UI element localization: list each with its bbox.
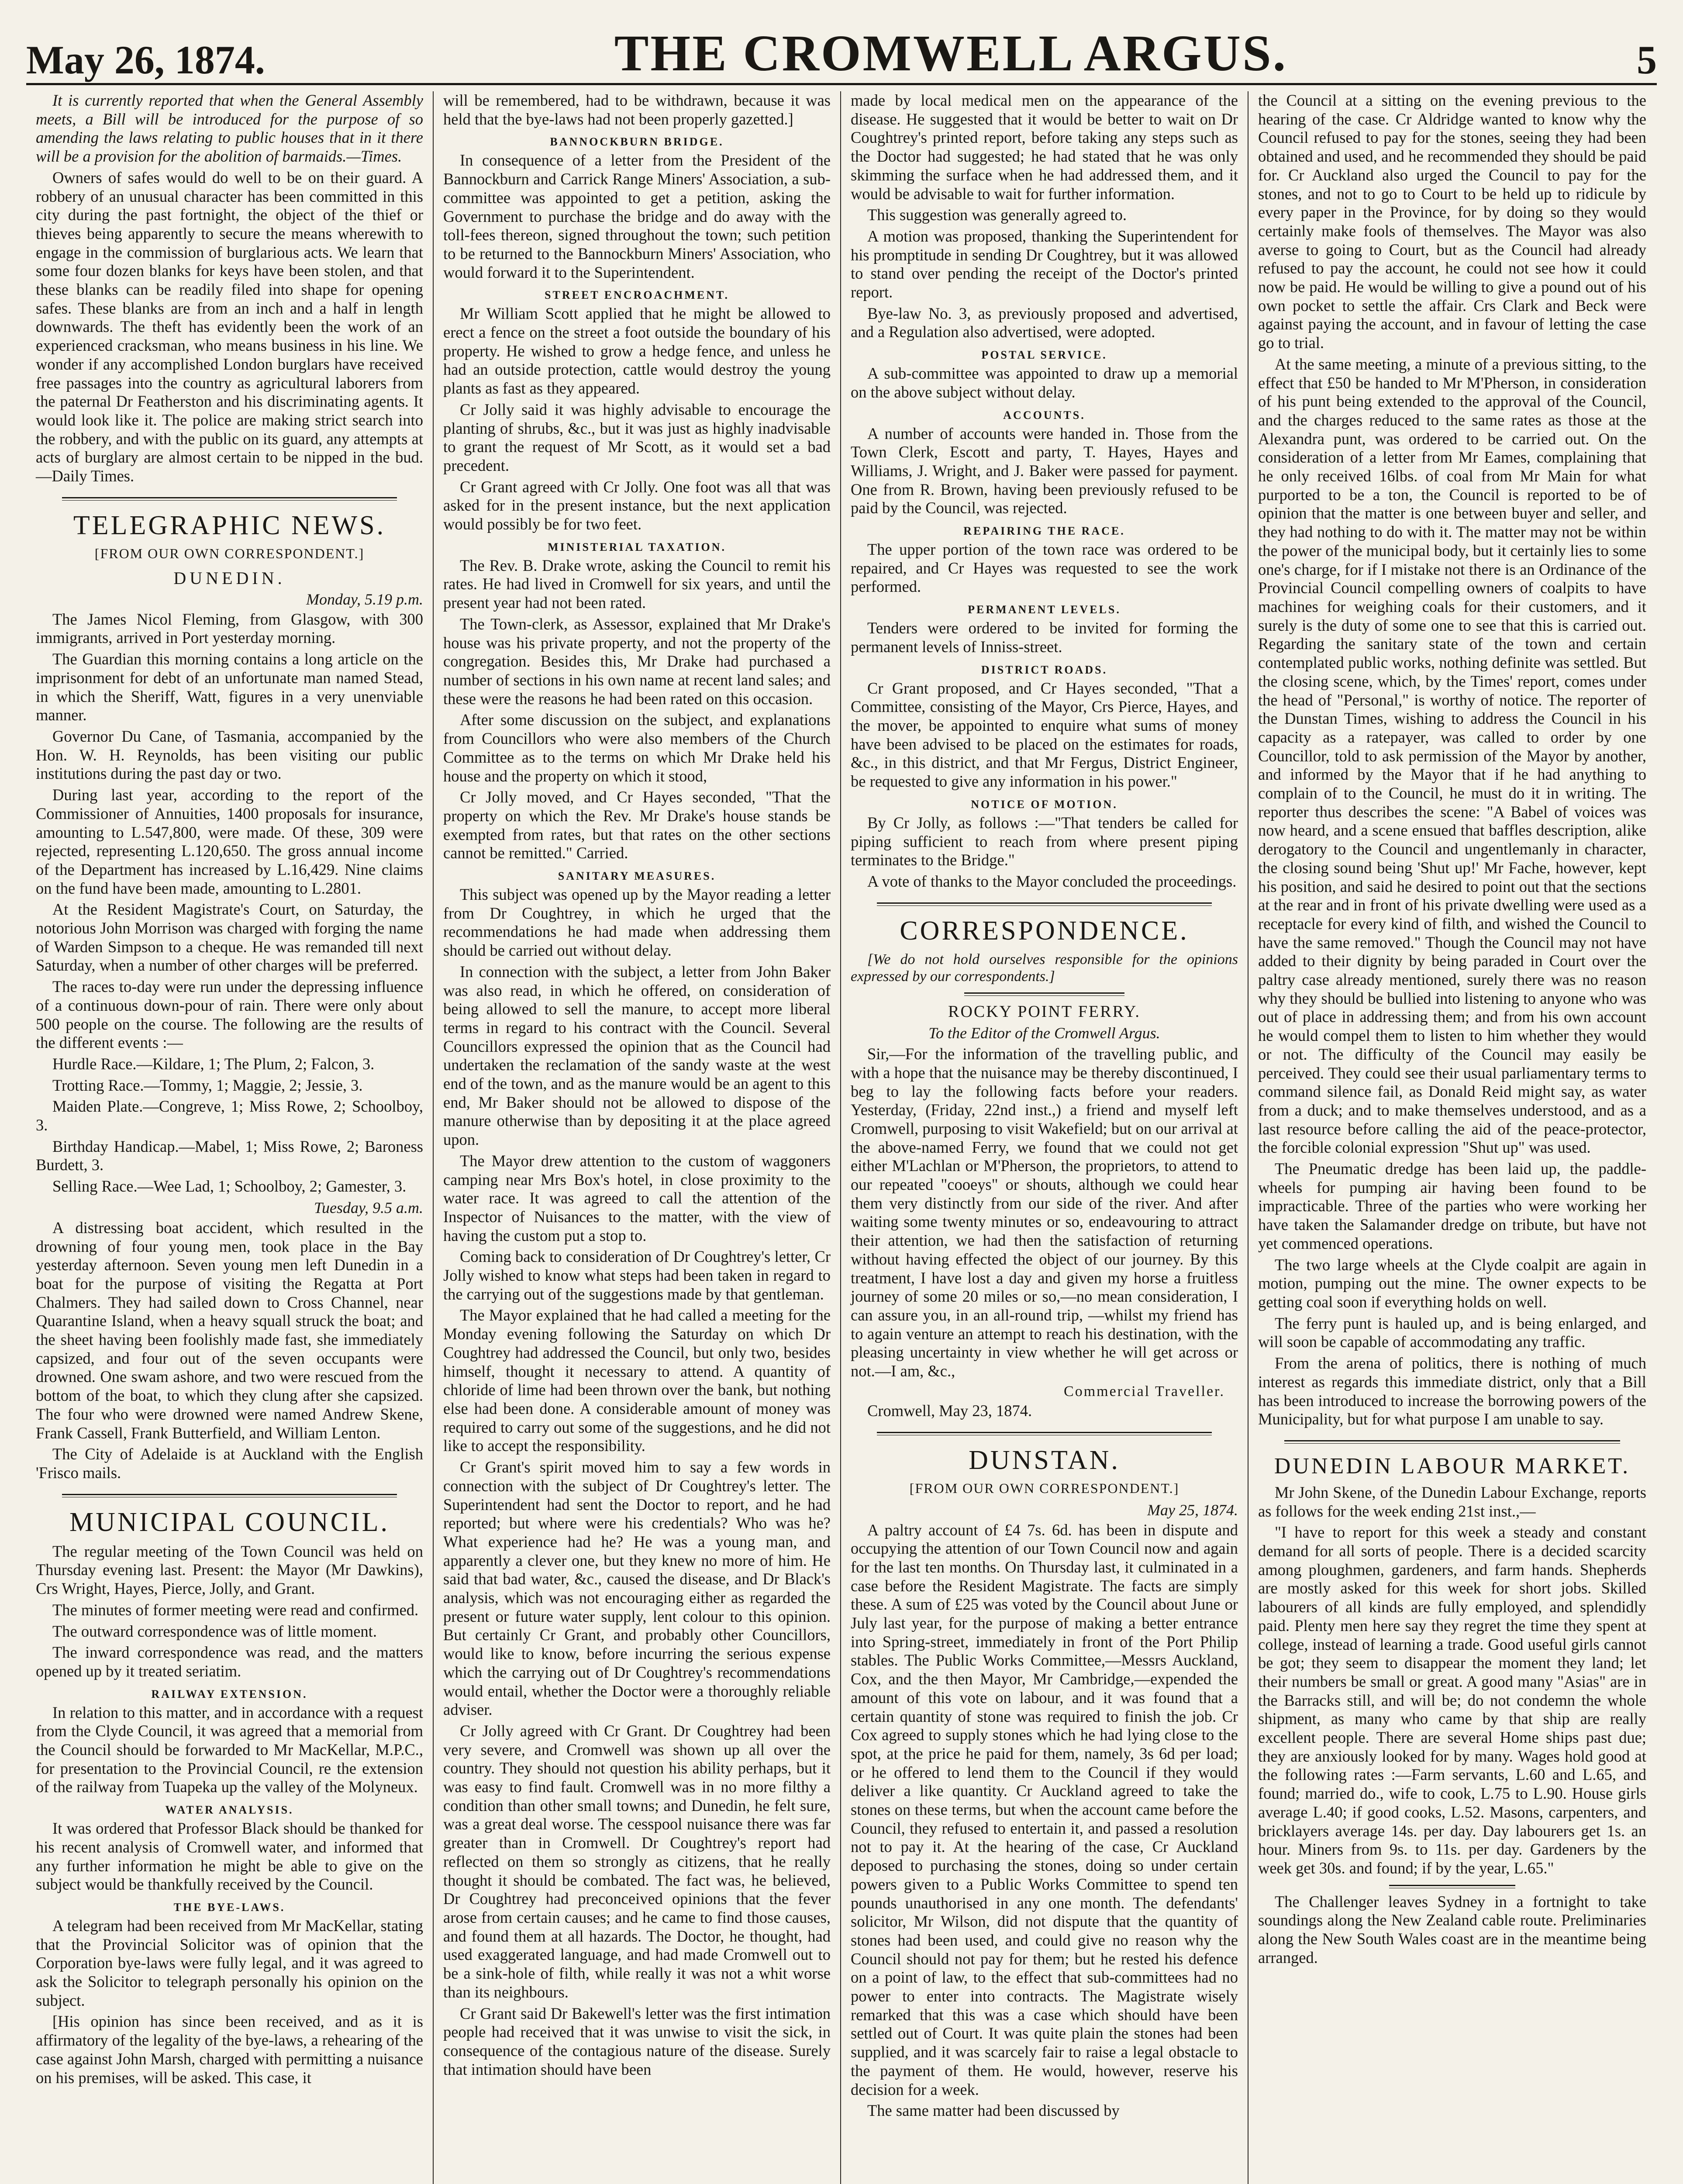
subheading: RAILWAY EXTENSION. [151, 1687, 308, 1700]
section-rule [877, 1432, 1212, 1435]
article-paragraph: It was ordered that Professor Black should be thanked for his recent analysis of Cromwell water, and informed that any further information he might be able to give on the subject would be thankfully received by the Council. [36, 1819, 423, 1894]
subheading: PERMANENT LEVELS. [968, 603, 1121, 616]
race-result: Hurdle Race.—Kildare, 1; The Plum, 2; Falcon, 3. [52, 1054, 375, 1073]
article-paragraph: Cr Jolly said it was highly advisable to encourage the planting of shrubs, &c., but it was just as highly inadvisable to grant the request of Mr Scott, as it would set a bad precedent. [443, 400, 831, 474]
article-paragraph: The ferry punt is hauled up, and is being enlarged, and will soon be capable of accommodating any traffic. [1258, 1314, 1646, 1351]
article-paragraph: The two large wheels at the Clyde coalpit are again in motion, pumping out the mine. The owner expects to be getting coal soon if everything holds on well. [1258, 1255, 1646, 1311]
issue-date: May 26, 1874. [26, 38, 265, 82]
section-heading-dunstan: DUNSTAN. [969, 1445, 1120, 1475]
article-paragraph: From the arena of politics, there is nothing of much interest as regards this immediate district, only that a Bill has been introduced to increase the borrowing powers of the Municipality, but for what purpose I am unable to say. [1258, 1354, 1646, 1428]
article-paragraph: The Challenger leaves Sydney in a fortnight to take soundings along the New Zealand cable route. Preliminaries along the New South Wales coast are in the meantime being arranged. [1258, 1892, 1646, 1966]
column-2 [434, 91, 841, 2184]
letter-dateline: Cromwell, May 23, 1874. [867, 1401, 1032, 1420]
article-paragraph: Mr John Skene, of the Dunedin Labour Exchange, reports as follows for the week ending 21st inst.,— [1258, 1483, 1646, 1520]
letter-heading: ROCKY POINT FERRY. [948, 1002, 1141, 1021]
dateline: May 25, 1874. [1147, 1501, 1238, 1519]
article-paragraph: At the same meeting, a minute of a previous sitting, to the effect that £50 be handed to Mr M'Pherson, in consideration of his punt being extended to the approval of the Council, and the charges reduced to the same rates as those at the Alexandra punt, was ordered to be carried out. On the consideration of a letter from Mr Eames, complaining that he only received 16lbs. of coal from Mr Main for what purported to be a ton, the Council is reported to be of opinion that the matter is one between buyer and seller, and they had nothing to do with it. The matter may not be within the power of the municipal body, but it certainly lies to some one's charge, for if I mistake not there is an Ordinance of the Provincial Council compelling owners of coalpits to have machines for weighing coals for their customers, and it surely is the duty of some one to see that this is carried out. Regarding the sanitary state of the town and certain contemplated public works, nothing definite was settled. But the closing scene, which, by the Times' report, comes under the head of "Personal," is worthy of notice. The reporter of the Dunstan Times, wishing to address the Council in his capacity as a ratepayer, was called to order by one Councillor, told to ask permission of the Mayor by another, and informed by the Mayor that if he had anything to complain of to the Council, he must do it in writing. The reporter thus describes the scene: "A Babel of voices was now heard, and a scene ensued that baffles description, alike derogatory to the Council and ungentlemanly in character, the closing sound being 'Shut up!' Mr Fache, however, kept his position, and said he desired to point out that the sections at the rear and in front of his private dwelling were used as a receptacle for every kind of filth, and wished the Council to have the same removed." Though the Council may not have added to their dignity by being paraded in Court over the paltry case already mentioned, surely there was no reason why they should be bullied into listening to anyone who was out of place in addressing them; and from his own account he would compel them to listen to him whether they would or not. The difficulty of the Council may easily be perceived. They could see their usual parliamentary terms to command silence fail, as Donald Reid might say, as water from a duck; and to make themselves understood, and as a last resource before calling the aid of the peace-protector, the forcible colonial expression "Shut up" was used. [1258, 355, 1646, 1157]
article-paragraph: This suggestion was generally agreed to. [867, 206, 1127, 224]
section-rule [964, 992, 1124, 996]
section-heading-labour-market: DUNEDIN LABOUR MARKET. [1274, 1453, 1631, 1479]
article-paragraph: The Guardian this morning contains a long article on the imprisonment for debt of an unfortunate man named Stead, in which the Sheriff, Watt, figures in a very unenviable manner. [36, 650, 423, 724]
article-paragraph: Cr Grant proposed, and Cr Hayes seconded, "That a Committee, consisting of the Mayor, Crs Pierce, Hayes, and the mover, be appointed to enquire what sums of money have been advised to be placed on the estimates for roads, &c., in this district, and that Mr Fergus, District Engineer, be requested to give any information in his power." [851, 679, 1238, 791]
article-paragraph: Governor Du Cane, of Tasmania, accompanied by the Hon. W. H. Reynolds, has been visiting our public institutions during the past day or two. [36, 727, 423, 783]
article-paragraph: "I have to report for this week a steady and constant demand for all sorts of people. There is a decided scarcity among ploughmen, gardeners, and farm hands. Shepherds are mostly asked for this week for short jobs. Skilled labourers of all kinds are fully employed, and splendidly paid. Plenty men here say they regret the time they spent at college, instead of learning a trade. Good useful girls cannot be got; they seem to disappear the moment they land; let their numbers be small or great. A good many "Asias" are in the Barracks still, and will be; do not condemn the whole shipment, as many who came by that ship are really excellent people. There are several Home ships past due; they are anxiously looked for by many. Wages hold good at the following rates :—Farm servants, L.60 and L.65, and found; married do., wife to cook, L.75 to L.90. House girls average L.40; if good cooks, L.52. Masons, carpenters, and bricklayers average 14s. per day. Day labourers get 1s. an hour. Miners from 9s. to 11s. per day. Gardeners by the week get 30s. and found; if by the year, L.65." [1258, 1523, 1646, 1877]
article-paragraph: A distressing boat accident, which resulted in the drowning of four young men, took place in the Bay yesterday afternoon. Seven young men left Dunedin in a boat for the purpose of visiting the Regatta at Port Chalmers. They had sailed down to Cross Channel, near Quarantine Island, when a heavy squall struck the boat; and the sheet having been foolishly made fast, she immediately capsized, and four out of the seven occupants were drowned. One swam ashore, and two were rescued from the bottom of the boat, to which they clung after she capsized. The four who were drowned were named Andrew Skene, Frank Cassell, Frank Butterfield, and William Lenton. [36, 1218, 423, 1442]
section-heading-correspondence: CORRESPONDENCE. [900, 916, 1189, 946]
subheading: SANITARY MEASURES. [558, 870, 716, 883]
article-paragraph: In connection with the subject, a letter from John Baker was also read, in which he offered, on consideration of being allowed to sell the manure, to accept more liberal terms in regard to his contract with the Council. Several Councillors expressed the opinion that as the Council had undertaken the reclamation of the sandy waste at the west end of the town, and as the manure would be an agent to this end, Mr Baker should not be allowed to dispose of the manure otherwise than by depositing it at the place agreed upon. [443, 962, 831, 1149]
article-paragraph: A paltry account of £4 7s. 6d. has been in dispute and occupying the attention of our Town Council now and again for the last ten months. On Thursday last, it culminated in a case before the Resident Magistrate. The facts are simply these. A sum of £25 was voted by the Council about June or July last year, for the purpose of making a better entrance into Spring-street, immediately in front of the Port Philip stables. The Public Works Committee,—Messrs Auckland, Cox, and the then Mayor, Mr Cambridge,—expended the amount of this vote on labour, and it was found that a certain quantity of stone was required to finish the job. Cr Cox agreed to supply stones which he had lying close to the spot, at the price he paid for them, namely, 3s 6d per load; or he offered to lend them to the Council if they would deliver a like quantity. Cr Auckland agreed to take the stones on these terms, but when the account came before the Council, they refused to entertain it, and passed a resolution not to pay it. At the hearing of the case, Cr Auckland deposed to purchasing the stones, doing so under certain powers given to a Public Works Committee to spend ten pounds unauthorised in any one month. The defendants' solicitor, Mr Wilson, did not dispute that the quantity of stones had been used, and could give no reason why the Council should not pay for them; but he rested his defence on a point of law, to the effect that sub-committees had no power to enter into contracts. The Magistrate wisely remarked that this was a case which should have been settled out of Court. It was quite plain the stones had been supplied, and it was scarcely fair to raise a legal obstacle to the payment of them. He would, however, reserve his decision for a week. [851, 1521, 1238, 2098]
race-result: Trotting Race.—Tommy, 1; Maggie, 2; Jessie, 3. [52, 1076, 363, 1094]
disclaimer: [We do not hold ourselves responsible for the opinions expressed by our correspondents.] [851, 951, 1238, 985]
newspaper-title: THE CROMWELL ARGUS. [614, 24, 1288, 82]
article-paragraph: Cr Grant agreed with Cr Jolly. One foot was all that was asked for in the present instance, but the next application would possibly be for two feet. [443, 477, 831, 533]
article-paragraph: will be remembered, had to be withdrawn, because it was held that the bye-laws had not been properly gazetted.] [443, 91, 831, 128]
section-rule [1284, 1440, 1620, 1444]
article-paragraph: The outward correspondence was of little moment. [52, 1622, 377, 1640]
article-paragraph: A number of accounts were handed in. Those from the Town Clerk, Escott and party, T. Hayes, Hayes and Williams, J. Wright, and J. Baker were passed for payment. One from R. Brown, having been previously refused to be paid by the Council, was rejected. [851, 424, 1238, 517]
column-4 [1248, 91, 1656, 2184]
article-paragraph: By Cr Jolly, as follows :—"That tenders be called for piping sufficient to reach from where present piping terminates to the Bridge." [851, 813, 1238, 869]
article-paragraph: The regular meeting of the Town Council was held on Thursday evening last. Present: the Mayor (Mr Dawkins), Crs Wright, Hayes, Pierce, Jolly, and Grant. [36, 1542, 423, 1598]
subheading: REPAIRING THE RACE. [963, 525, 1125, 538]
subheading: STREET ENCROACHMENT. [545, 289, 729, 302]
correspondent-note: [FROM OUR OWN CORRESPONDENT.] [909, 1480, 1179, 1496]
article-paragraph: the Council at a sitting on the evening previous to the hearing of the case. Cr Aldridge wanted to know why the Council refused to pay for the stones, seeing they had been obtained and used, and he recommended they should be paid for. Cr Auckland also urged the Council to pay for the stones, and not to go to Court to be held up to ridicule by every paper in the Province, for by doing so they would certainly make fools of themselves. The Mayor was also averse to going to Court, but as the Council had already refused to pay the account, he could not see how it could now be paid. He would be willing to give a pound out of his own pocket to settle the affair. Crs Clark and Beck were against paying the account, and in favour of letting the case go to trial. [1258, 91, 1646, 352]
article-paragraph: Bye-law No. 3, as previously proposed and advertised, and a Regulation also advertised, were adopted. [851, 304, 1238, 341]
column-3 [841, 91, 1248, 2184]
subheading: BANNOCKBURN BRIDGE. [550, 135, 724, 149]
article-paragraph: A telegram had been received from Mr MacKellar, stating that the Provincial Solicitor was of opinion that the Corporation bye-laws were fully legal, and it was agreed to ask the Solicitor to telegraph personally his opinion on the subject. [36, 1916, 423, 2009]
race-result: Maiden Plate.—Congreve, 1; Miss Rowe, 2; Schoolboy, 3. [36, 1097, 423, 1134]
subheading: MINISTERIAL TAXATION. [547, 540, 727, 553]
column-1 [26, 91, 434, 2184]
article-paragraph: The Rev. B. Drake wrote, asking the Council to remit his rates. He had lived in Cromwell for six years, and until the present year had not been rated. [443, 556, 831, 612]
article-paragraph: The Mayor drew attention to the custom of waggoners camping near Mrs Box's hotel, in close proximity to the water race. It was agreed to call the attention of the Inspector of Nuisances to the matter, with the view of having the custom put a stop to. [443, 1151, 831, 1244]
masthead [26, 17, 1657, 85]
section-rule [62, 1494, 397, 1497]
article-paragraph: The City of Adelaide is at Auckland with the English 'Frisco mails. [36, 1445, 423, 1482]
article-paragraph: A sub-committee was appointed to draw up a memorial on the above subject without delay. [851, 364, 1238, 401]
article-paragraph: Coming back to consideration of Dr Coughtrey's letter, Cr Jolly wished to know what steps had been taken in regard to the carrying out of the suggestions made by that gentleman. [443, 1248, 831, 1303]
subheading: POSTAL SERVICE. [981, 349, 1107, 362]
article-paragraph: Cr Jolly moved, and Cr Hayes seconded, "That the property on which the Rev. Mr Drake's house stands be exempted from rates, but that rates on the other sections cannot be remitted." Carried. [443, 788, 831, 862]
article-paragraph: This subject was opened up by the Mayor reading a letter from Dr Coughtrey, in which he urged that the recommendations he had made when addressing them should be carried out without delay. [443, 885, 831, 960]
section-rule [1389, 1885, 1515, 1888]
article-paragraph: made by local medical men on the appearance of the disease. He suggested that it would be better to wait on Dr Coughtrey's printed report, before taking any steps such as the Doctor had suggested; he had stated that he was only skimming the surface when he had addressed them, and it would be advisable to wait for further information. [851, 91, 1238, 203]
article-paragraph: The inward correspondence was read, and the matters opened up by it treated seriatim. [36, 1643, 423, 1680]
section-rule [877, 902, 1212, 906]
subheading: NOTICE OF MOTION. [971, 798, 1118, 811]
article-paragraph: During last year, according to the report of the Commissioner of Annuities, 1400 proposals for insurance, amounting to L.547,800, were made. Of these, 309 were rejected, representing L.120,650. The gross annual income of the Department has increased by L.16,429. Nine claims on the fund have been made, amounting to L.2801. [36, 786, 423, 897]
subheading: THE BYE-LAWS. [173, 1901, 286, 1914]
article-paragraph: It is currently reported that when the General Assembly meets, a Bill will be introduced for the purpose of so amending the laws relating to public houses that in it there will be a provision for the abolition of barmaids.—Times. [36, 91, 423, 166]
article-paragraph: After some discussion on the subject, and explanations from Councillors who were also members of the Church Committee as to the terms on which Mr Drake held his house and the property on which it stood, [443, 711, 831, 785]
article-paragraph: Cr Jolly agreed with Cr Grant. Dr Coughtrey had been very severe, and Cromwell was shown up all over the country. They should not question his ability perhaps, but it was easy to find fault. Cromwell was in no more filthy a condition than other small towns; and Dunedin, he felt sure, was a great deal worse. The cesspool nuisance there was far greater than in Cromwell. Dr Coughtrey's report had reflected on them so strongly as citizens, that he really thought it should be combated. The fact was, he believed, Dr Coughtrey had preconceived opinions that the fever arose from certain causes; and he came to find those causes, and found them at all hazards. The Doctor, he thought, had used exaggerated language, and had made Cromwell out to be a sink-hole of filth, while really it was not a whit worse than its neighbours. [443, 1721, 831, 2001]
article-paragraph: The minutes of former meeting were read and confirmed. [52, 1600, 419, 1619]
article-paragraph: Cr Grant's spirit moved him to say a few words in connection with the subject of Dr Coughtrey's letter. The Superintendent had sent the Doctor to report, and he had reported; but where were his credentials? Who was he? What experience had he? He was a young man, and apparently a clever one, but they knew no more of him. He said that bad water, &c., caused the disease, and Dr Black's analysis, which was not encouraging either as regarded the present or future water supply, lent colour to this opinion. But certainly Cr Grant, and probably other Councillors, would like to know, before incurring the serious expense which the carrying out of Dr Coughtrey's recommendations would entail, whether the Doctor were a thoroughly reliable adviser. [443, 1458, 831, 1719]
letter-body: Sir,—For the information of the travelling public, and with a hope that the nuisance may be thereby discontinued, I beg to lay the following facts before your readers. Yesterday, (Friday, 22nd inst.,) a friend and myself left Cromwell, purposing to visit Wakefield; but on our arrival at the above-named Ferry, we found that we could not get either M'Lachlan or M'Pherson, the proprietors, to attend to our repeated "cooeys" or shouts, although we could hear them very distinctly from our side of the river. And after waiting some twenty minutes or so, endeavouring to attract their attention, we had then the satisfaction of returning without having effected the object of our journey. By this treatment, I have lost a day and given my horse a fruitless journey of some 20 miles or so,—no mean consideration, I can assure you, in an all-round trip, —whilst my friend has to again venture an attempt to reach his destination, with the pleasing uncertainty in view whether he will get across or not.—I am, &c., [851, 1045, 1238, 1380]
correspondent-note: [FROM OUR OWN CORRESPONDENT.] [94, 545, 365, 561]
article-paragraph: Tenders were ordered to be invited for forming the permanent levels of Inniss-street. [851, 619, 1238, 656]
article-paragraph: Cr Grant said Dr Bakewell's letter was the first intimation people had received that it was unwise to visit the sick, in consequence of the contagious nature of the disease. Surely that intimation should have been [443, 2004, 831, 2078]
race-result: Birthday Handicap.—Mabel, 1; Miss Rowe, 2; Baroness Burdett, 3. [36, 1137, 423, 1174]
article-paragraph: At the Resident Magistrate's Court, on Saturday, the notorious John Morrison was charged with forging the name of Warden Simpson to a cheque. He was remanded till next Saturday, when a number of other charges will be preferred. [36, 900, 423, 975]
article-paragraph: Owners of safes would do well to be on their guard. A robbery of an unusual character has been committed in this city during the past fortnight, the object of the thief or thieves being apparently to secure the means wherewith to engage in the commission of burglarious acts. We learn that some four dozen blanks for keys have been stolen, and that these blanks can be readily filed into shape for opening safes. These blanks are from an inch and a half in length downwards. The theft has evidently been the work of an experienced cracksman, who means business in his line. We wonder if any accomplished London burglars have received free passages into the country as agricultural laborers from the paternal Dr Featherston and his discriminating agents. It would look like it. The police are making strict search into the robbery, and with the public on its guard, any attempts at acts of burglary are almost certain to be nipped in the bud.—Daily Times. [36, 168, 423, 485]
subheading: WATER ANALYSIS. [165, 1804, 294, 1817]
dateline: Monday, 5.19 p.m. [306, 590, 423, 608]
race-result: Selling Race.—Wee Lad, 1; Schoolboy, 2; Gamester, 3. [52, 1177, 407, 1196]
article-paragraph: Mr William Scott applied that he might be allowed to erect a fence on the street a foot outside the boundary of his property. He wished to grow a hedge fence, and unless he had an outside protection, cattle would destroy the young plants as fast as they appeared. [443, 304, 831, 397]
subheading: DISTRICT ROADS. [981, 663, 1108, 676]
columns [26, 91, 1657, 2184]
article-paragraph: The same matter had been discussed by [867, 2101, 1120, 2120]
section-heading-municipal-council: MUNICIPAL COUNCIL. [69, 1507, 390, 1537]
letter-salutation: To the Editor of the Cromwell Argus. [928, 1024, 1160, 1042]
article-paragraph: The Mayor explained that he had called a meeting for the Monday evening following the Saturday on which Dr Coughtrey had addressed the Council, but only two, besides himself, thought it necessary to attend. A quantity of chloride of lime had been thrown over the bank, but nothing else had been done. A considerable amount of money was required to carry out some of the suggestions, and he did not like to accept the responsibility. [443, 1306, 831, 1455]
article-paragraph: [His opinion has since been received, and as it is affirmatory of the legality of the bye-laws, a rehearing of the case against John Marsh, charged with permitting a nuisance on his premises, will be asked. This case, it [36, 2012, 423, 2087]
letter-signature: Commercial Traveller. [1064, 1383, 1225, 1400]
article-paragraph: In relation to this matter, and in accordance with a request from the Clyde Council, it was agreed that a memorial from the Council should be forwarded to Mr MacKellar, M.P.C., for presentation to the Provincial Council, re the extension of the railway from Tuapeka up the valley of the Molyneux. [36, 1703, 423, 1796]
subheading: ACCOUNTS. [1003, 408, 1086, 422]
dateline: Tuesday, 9.5 a.m. [314, 1199, 423, 1216]
article-paragraph: The races to-day were run under the depressing influence of a continuous down-pour of rain. There were only about 500 people on the course. The following are the results of the different events :— [36, 978, 423, 1052]
article-paragraph: The upper portion of the town race was ordered to be repaired, and Cr Hayes was requested to see the work performed. [851, 540, 1238, 596]
article-paragraph: The Town-clerk, as Assessor, explained that Mr Drake's house was his private property, and not the property of the congregation. Besides this, Mr Drake had purchased a number of sections in his own name at recent land sales; and these were the reasons he had been rated on this occasion. [443, 615, 831, 708]
article-paragraph: The James Nicol Fleming, from Glasgow, with 300 immigrants, arrived in Port yesterday morning. [36, 610, 423, 647]
section-heading-telegraphic-news: TELEGRAPHIC NEWS. [73, 510, 386, 540]
article-paragraph: A vote of thanks to the Mayor concluded the proceedings. [867, 872, 1237, 890]
place-heading-dunedin: DUNEDIN. [173, 568, 286, 588]
article-paragraph: The Pneumatic dredge has been laid up, the paddle-wheels for pumping air having been found to be impracticable. Three of the parties who were working her have taken the Salamander dredge on tribute, but have not yet commenced operations. [1258, 1160, 1646, 1252]
section-rule [62, 497, 397, 501]
page-number: 5 [1637, 38, 1657, 82]
article-paragraph: A motion was proposed, thanking the Superintendent for his promptitude in sending Dr Coughtrey, but it was allowed to stand over pending the receipt of the Doctor's printed report. [851, 227, 1238, 301]
article-paragraph: In consequence of a letter from the President of the Bannockburn and Carrick Range Miners' Association, a sub-committee was appointed to get a petition, asking the Government to purchase the bridge and do away with the toll-fees thereon, signed throughout the town; such petition to be returned to the Bannockburn Miners' Association, who would forward it to the Superintendent. [443, 151, 831, 281]
